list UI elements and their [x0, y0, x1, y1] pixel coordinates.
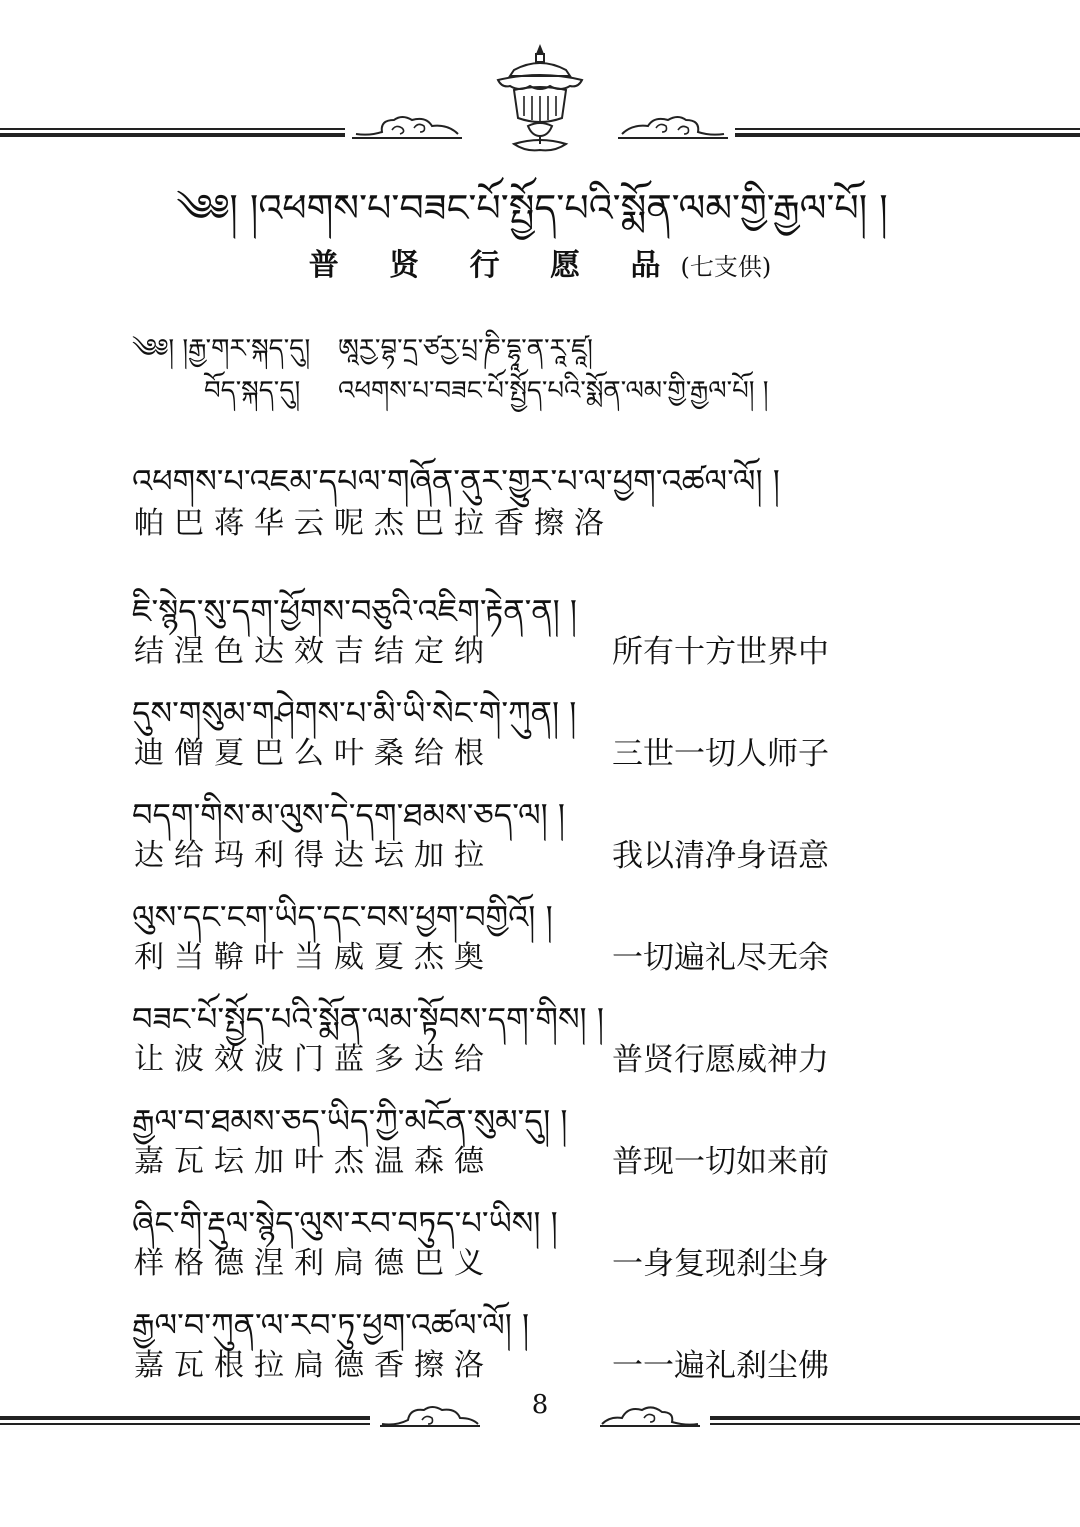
- tibetan-language-label: བོད་སྐད་དུ།: [204, 376, 301, 406]
- verse-3-tibetan: བདག་གིས་མ་ལུས་དེ་དག་ཐམས་ཅད་ལ། །: [132, 796, 566, 834]
- chinese-title: [0, 240, 1080, 284]
- verse-5-tibetan: བཟང་པོ་སྤྱོད་པའི་སྨོན་ལམ་སྟོབས་དག་གིས། །: [132, 1000, 604, 1038]
- tibetan-title: ༄༅། །འཕགས་པ་བཟང་པོ་སྤྱོད་པའི་སྨོན་ལམ་གྱི་རྒྱལ་པོ། །: [176, 186, 888, 230]
- verse-1-transliteration: 结涅色达效吉结定纳: [134, 634, 494, 669]
- verse-4-chinese: 一切遍礼尽无余: [612, 940, 829, 976]
- verse-6-chinese: 普现一切如来前: [612, 1144, 829, 1180]
- parasol-emblem-icon: [474, 40, 606, 160]
- verse-7-transliteration: 样格德涅利扃德巴义: [134, 1246, 494, 1281]
- chinese-subtitle: (七支供): [680, 253, 772, 281]
- sanskrit-title: ཨཱརྱ་བྷ་དྲ་ཙརྱ་པྲ་ཎི་དྷཱ་ན་རཱ་ཛཱ།: [338, 334, 593, 364]
- cloud-ornament-right-icon: [618, 112, 728, 142]
- verse-8-transliteration: 嘉瓦根拉扃德香擦洛: [134, 1348, 494, 1383]
- verse-7-chinese: 一身复现刹尘身: [612, 1246, 829, 1282]
- sanskrit-label: ༄༅། །རྒྱ་གར་སྐད་དུ།: [132, 334, 311, 364]
- intro-tibetan: འཕགས་པ་འཇམ་དཔལ་གཞོན་ནུར་གྱུར་པ་ལ་ཕྱག་འཚལ་ལོ། །: [132, 462, 780, 500]
- verse-5-chinese: 普贤行愿威神力: [612, 1042, 829, 1078]
- verse-4-transliteration: 利当鞥叶当威夏杰奥: [134, 940, 494, 975]
- verse-1-tibetan: ཇི་སྙེད་སུ་དག་ཕྱོགས་བཅུའི་འཇིག་རྟེན་ན། །: [132, 592, 578, 630]
- verse-6-tibetan: རྒྱལ་བ་ཐམས་ཅད་ཡིད་ཀྱི་མངོན་སུམ་དུ། །: [132, 1102, 568, 1140]
- verse-4-tibetan: ལུས་དང་ངག་ཡིད་དང་བས་ཕྱག་བགྱིའོ། །: [132, 898, 553, 936]
- verse-1-chinese: 所有十方世界中: [612, 634, 829, 670]
- page-number: 8: [531, 1390, 549, 1420]
- verse-2-transliteration: 迪僧夏巴么叶桑给根: [134, 736, 494, 771]
- verse-5-transliteration: 让波效波门蓝多达给: [134, 1042, 494, 1077]
- verse-2-chinese: 三世一切人师子: [612, 736, 829, 772]
- verse-8-chinese: 一一遍礼刹尘佛: [612, 1348, 829, 1384]
- verse-6-transliteration: 嘉瓦坛加叶杰温森德: [134, 1144, 494, 1179]
- chinese-title-text: 普 贤 行 愿 品: [308, 248, 681, 283]
- intro-transliteration: 帕巴蒋华云呢杰巴拉香擦洛: [134, 506, 614, 541]
- verse-3-chinese: 我以清净身语意: [612, 838, 829, 874]
- verse-3-transliteration: 达给玛利得达坛加拉: [134, 838, 494, 873]
- verse-2-tibetan: དུས་གསུམ་གཤེགས་པ་མི་ཡི་སེང་གེ་ཀུན། །: [132, 694, 577, 732]
- verse-7-tibetan: ཞིང་གི་རྡུལ་སྙེད་ལུས་རབ་བཏུད་པ་ཡིས། །: [132, 1204, 558, 1242]
- cloud-ornament-left-icon: [352, 112, 462, 142]
- tibetan-language-title: འཕགས་པ་བཟང་པོ་སྤྱོད་པའི་སྨོན་ལམ་གྱི་རྒྱལ་པོ། །: [338, 376, 769, 406]
- verse-8-tibetan: རྒྱལ་བ་ཀུན་ལ་རབ་ཏུ་ཕྱག་འཚལ་ལོ། །: [132, 1306, 530, 1344]
